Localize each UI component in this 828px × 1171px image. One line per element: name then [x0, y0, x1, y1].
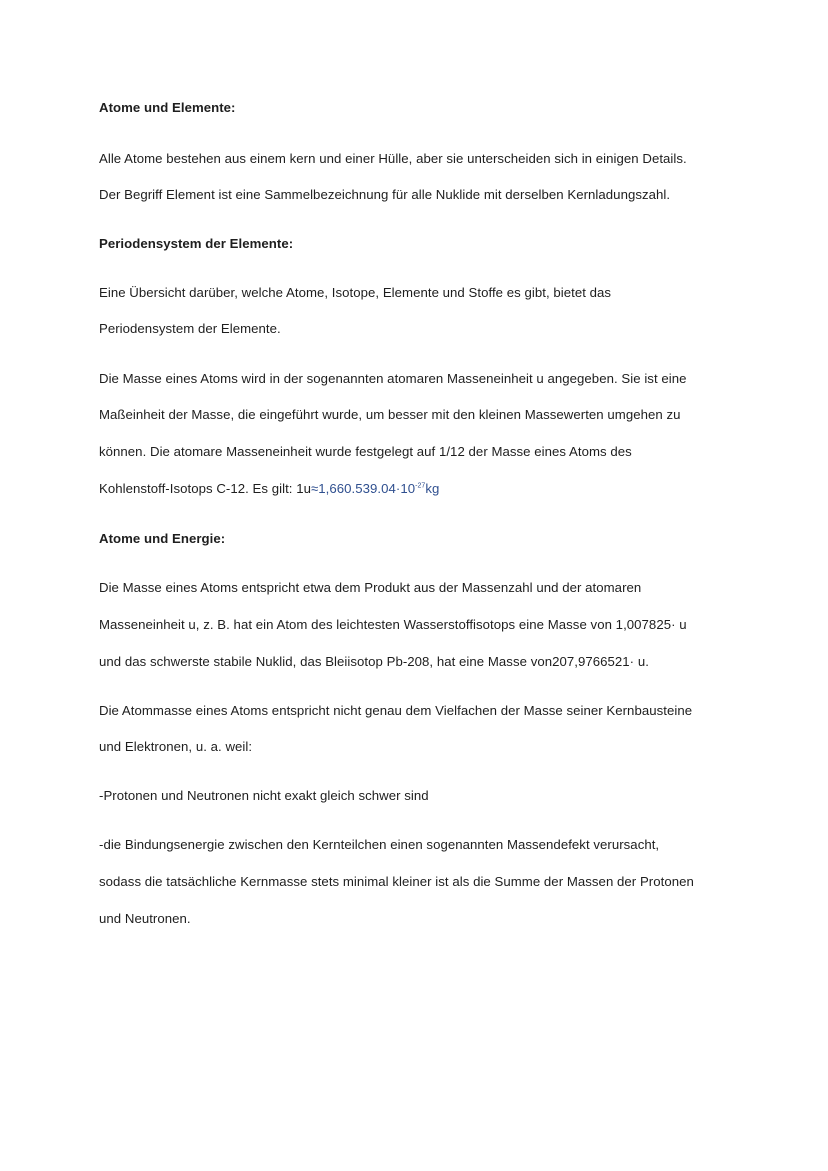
paragraph-line: Alle Atome bestehen aus einem kern und einer Hülle, aber sie unterscheiden sich in einigen Details. — [99, 151, 687, 166]
paragraph-line: Eine Übersicht darüber, welche Atome, Isotope, Elemente und Stoffe es gibt, bietet das — [99, 285, 612, 300]
formula-lead-text: Kohlenstoff-Isotops C-12. Es gilt: 1u — [99, 481, 311, 496]
formula-unit: kg — [425, 481, 440, 496]
paragraph-line: Maßeinheit der Masse, die eingeführt wurde, um besser mit den kleinen Massewerten umgehen zu — [99, 407, 681, 422]
paragraph-line: Die Masse eines Atoms entspricht etwa dem Produkt aus der Massenzahl und der atomaren — [99, 580, 642, 595]
paragraph-line-formula — [99, 480, 439, 498]
paragraph-line: Masseneinheit u, z. B. hat ein Atom des leichtesten Wasserstoffisotops eine Masse von 1,007825· u — [99, 617, 687, 632]
paragraph-line: und das schwerste stabile Nuklid, das Bleiisotop Pb-208, hat eine Masse von207,9766521· u. — [99, 654, 649, 669]
formula-exponent: -27 — [415, 482, 426, 490]
paragraph-line: -Protonen und Neutronen nicht exakt gleich schwer sind — [99, 788, 429, 803]
paragraph-line: Periodensystem der Elemente. — [99, 321, 281, 336]
paragraph-line: Die Masse eines Atoms wird in der sogenannten atomaren Masseneinheit u angegeben. Sie ist eine — [99, 371, 687, 386]
formula-value: ≈1,660.539.04·10 — [311, 481, 416, 496]
paragraph-line: Die Atommasse eines Atoms entspricht nicht genau dem Vielfachen der Masse seiner Kernbausteine — [99, 703, 693, 718]
paragraph-line: Der Begriff Element ist eine Sammelbezeichnung für alle Nuklide mit derselben Kernladungszahl. — [99, 187, 671, 202]
heading-periodensystem: Periodensystem der Elemente: — [99, 236, 294, 251]
paragraph-line: können. Die atomare Masseneinheit wurde festgelegt auf 1/12 der Masse eines Atoms des — [99, 444, 632, 459]
heading-atome-und-elemente: Atome und Elemente: — [99, 100, 236, 115]
paragraph-line: und Neutronen. — [99, 911, 191, 926]
paragraph-line: -die Bindungsenergie zwischen den Kernteilchen einen sogenannten Massendefekt verursacht, — [99, 837, 660, 852]
heading-atome-und-energie: Atome und Energie: — [99, 531, 226, 546]
paragraph-line: sodass die tatsächliche Kernmasse stets minimal kleiner ist als die Summe der Massen der Protonen — [99, 874, 694, 889]
paragraph-line: und Elektronen, u. a. weil: — [99, 739, 253, 754]
